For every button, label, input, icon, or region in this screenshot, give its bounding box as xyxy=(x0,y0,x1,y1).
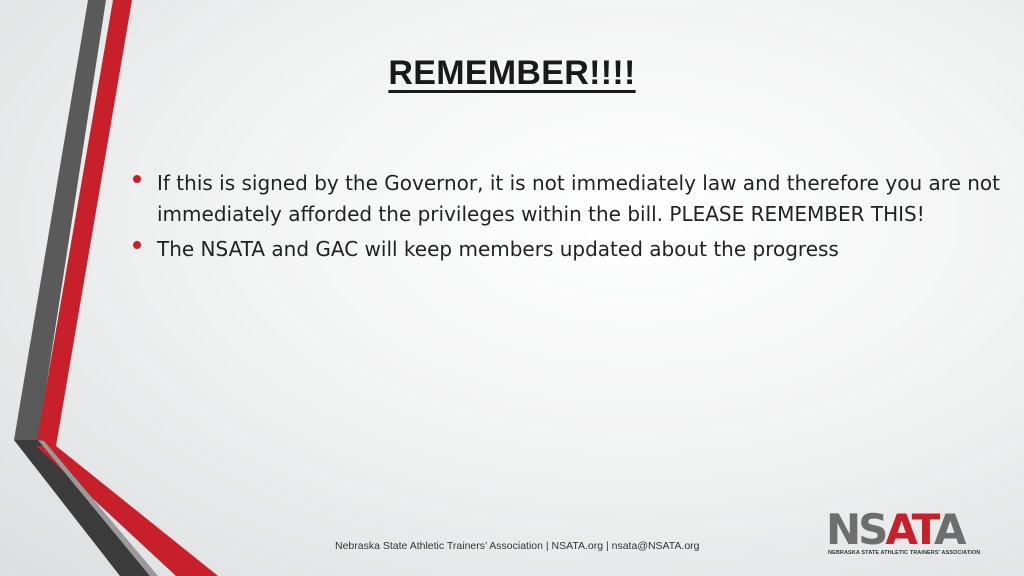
bullet-item xyxy=(130,234,1000,265)
logo-letters-grey: NS xyxy=(826,505,886,554)
footer-text: Nebraska State Athletic Trainers’ Association | NSATA.org | nsata@NSATA.org xyxy=(335,540,700,552)
bullet-dot-icon xyxy=(133,241,141,249)
bullet-text: If this is signed by the Governor, it is not immediately law and therefore you are not immediately afforded the privileges within the bill. PLEASE REMEMBER THIS! xyxy=(157,171,1000,226)
bullet-list xyxy=(130,168,1000,269)
bullet-text: The NSATA and GAC will keep members updated about the progress xyxy=(157,237,839,261)
logo-letters-red: AT xyxy=(885,505,935,554)
logo-tagline: NEBRASKA STATE ATHLETIC TRAINERS’ ASSOCIATION xyxy=(828,550,981,556)
logo-letters-end: A xyxy=(934,505,964,554)
bullet-dot-icon xyxy=(133,175,141,183)
lower-light-stripe xyxy=(38,440,158,576)
slide-title: REMEMBER!!!! xyxy=(388,54,636,92)
nsata-logo xyxy=(826,505,981,560)
bullet-item xyxy=(130,168,1000,230)
